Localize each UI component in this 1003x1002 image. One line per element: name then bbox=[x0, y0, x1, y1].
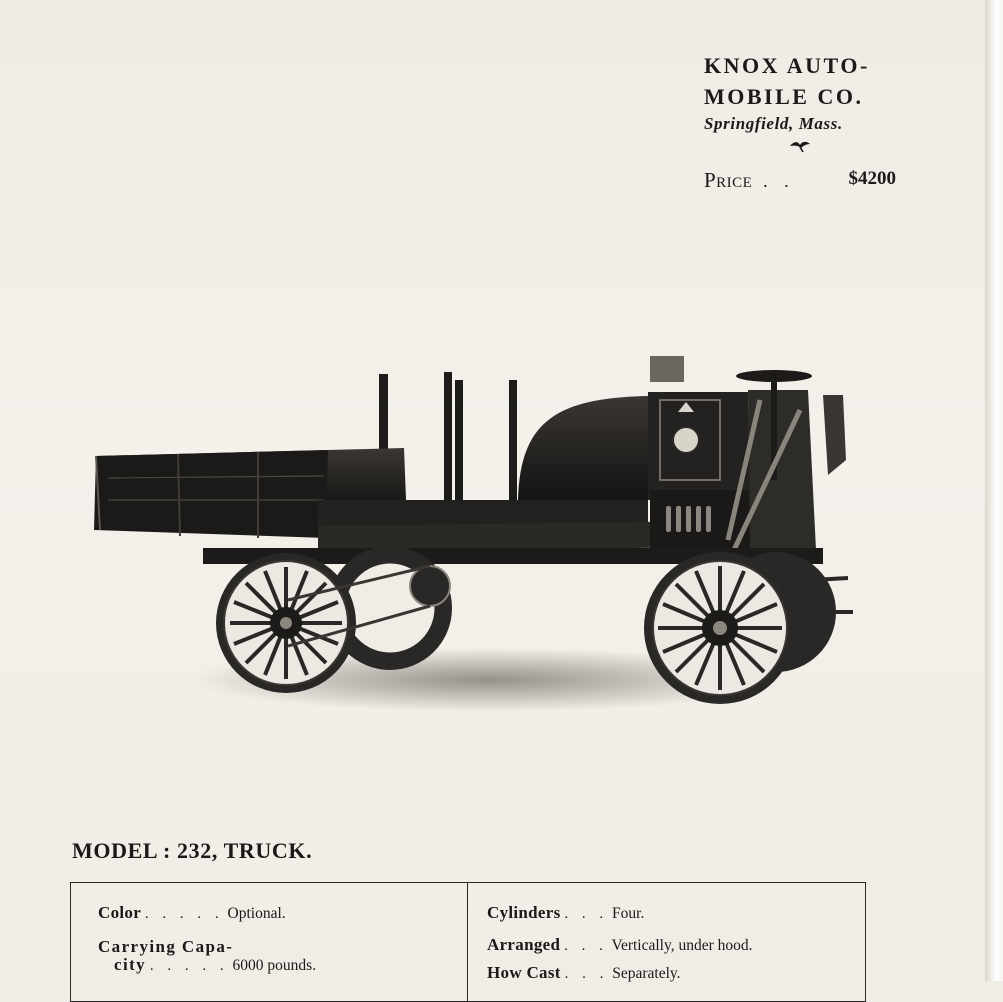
spec-label: Color bbox=[98, 903, 142, 922]
spec-label: Carrying Capa- bbox=[98, 937, 234, 956]
spec-leader: . . . bbox=[564, 938, 608, 954]
spec-table-divider bbox=[467, 883, 468, 1001]
spec-row-how-cast bbox=[487, 963, 681, 983]
company-city: Springfield, Mass. bbox=[704, 114, 843, 133]
spec-table bbox=[70, 882, 866, 1002]
spec-value: Optional. bbox=[227, 905, 286, 922]
spec-row-carrying-capacity bbox=[98, 937, 316, 975]
truck-illustration bbox=[88, 350, 858, 730]
company-name-line1: KNOX AUTO- bbox=[704, 53, 870, 78]
spec-label: Arranged bbox=[487, 935, 561, 954]
price-value: $4200 bbox=[848, 168, 896, 189]
spec-row-cylinders bbox=[487, 903, 644, 923]
price-label: Price bbox=[704, 168, 753, 192]
company-name-line2: MOBILE CO. bbox=[704, 84, 864, 109]
price-leader: . . bbox=[763, 171, 795, 191]
spec-leader: . . . . . bbox=[149, 958, 229, 974]
spec-row-color bbox=[98, 903, 286, 923]
spec-leader: . . . . . bbox=[144, 906, 224, 922]
spec-value: Four. bbox=[612, 905, 645, 922]
price-row bbox=[704, 168, 896, 193]
spec-leader: . . . bbox=[564, 966, 609, 982]
spec-value: Separately. bbox=[612, 965, 681, 982]
spec-value: 6000 pounds. bbox=[232, 957, 317, 974]
maker-block bbox=[704, 50, 904, 193]
spec-label: How Cast bbox=[487, 963, 561, 982]
leaf-ornament-icon bbox=[704, 138, 896, 158]
spec-row-arranged bbox=[487, 935, 753, 955]
model-heading: MODEL : 232, TRUCK. bbox=[72, 838, 313, 863]
spec-value: Vertically, under hood. bbox=[611, 937, 753, 954]
spec-label: Cylinders bbox=[487, 903, 561, 922]
spec-leader: . . . bbox=[564, 906, 609, 922]
page-edge bbox=[985, 0, 1003, 981]
spec-label-continuation: city bbox=[114, 955, 147, 974]
